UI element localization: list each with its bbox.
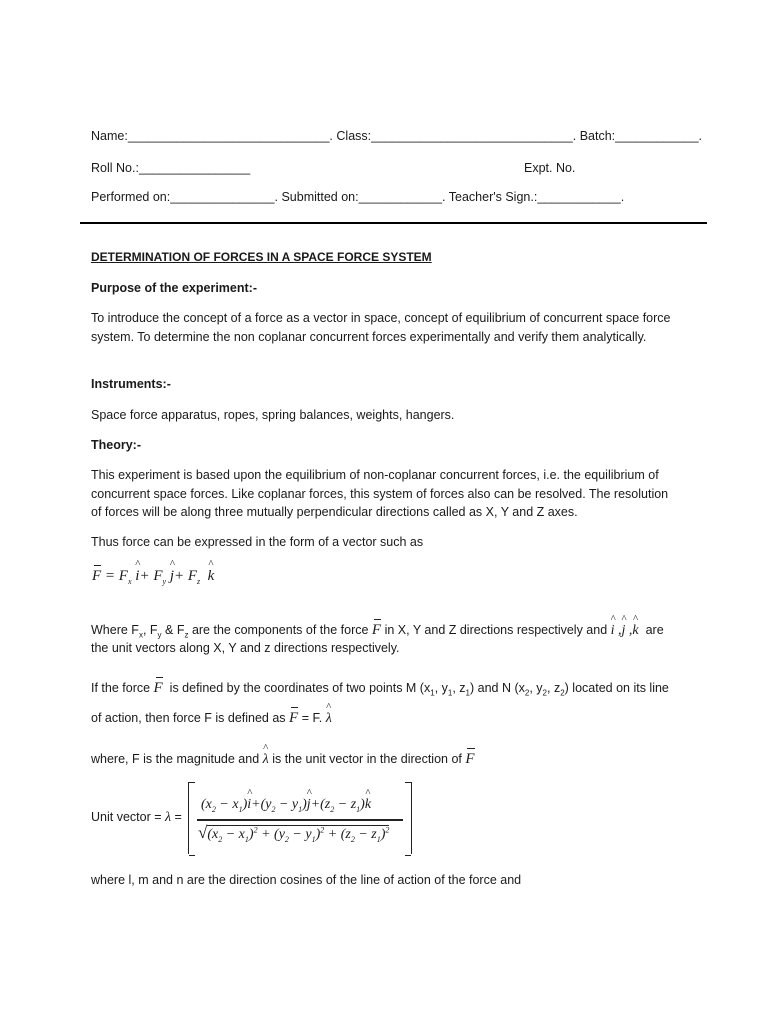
teacher-sign-label: Teacher's Sign.: xyxy=(448,190,538,204)
roll-field: Roll No.:________________ xyxy=(91,161,251,175)
components-line2: the unit vectors along X, Y and z directions respectively. xyxy=(91,641,400,655)
batch-label: Batch: xyxy=(579,129,616,143)
components-line: Where $F_x$, $F_y$ & $F_z$ are the components of the force F in X, Y and Z directions respectively and ^ i , ^ j , ^ k are xyxy=(91,613,664,640)
purpose-text: To introduce the concept of a force as a vector in space, concept of equilibrium of concurrent space force system. To determine the non coplanar concurrent forces experimentally and verify them analytically. xyxy=(91,311,671,344)
unit-vector-numerator: $(x_2 - x_1)$ ^ $i+(y_2 - y_1)$ ^ $j+(z_2 - z_1)$ ^ k xyxy=(201,787,372,814)
fraction-line xyxy=(197,819,403,821)
submitted-label: Submitted on: xyxy=(281,190,359,204)
name-field: Name:_____________________________. Class:_____________________________. Batch:____________. xyxy=(91,129,703,143)
direction-cosines-line: where l, m and n are the direction cosines of the line of action of the force and xyxy=(91,873,522,887)
expt-label: Expt. No. xyxy=(524,161,576,175)
theory-heading: Theory:- xyxy=(91,438,141,452)
unit-vector-label: Unit vector = λ = xyxy=(91,810,182,825)
roll-label: Roll No.: xyxy=(91,161,139,175)
theory-text: This experiment is based upon the equilibrium of non-coplanar concurrent forces, i.e. the equilibrium of concurrent space forces. Like coplanar forces, this system of forces also can be resolved. The resolution of forces will be along three mutually perpendicular directions called as X, Y and Z axes. xyxy=(91,468,669,519)
purpose-heading: Purpose of the experiment:- xyxy=(91,281,257,295)
vector-equation: $F = F_x$ ^ $i+ F_y$ ^ $j+ F_z$ ^ k xyxy=(92,558,215,586)
unit-vector-denominator: $√(x_2 - x_1)^2 + (y_2 - y_1)^2 + (z_2 - z_1)^2$ xyxy=(198,823,390,844)
submission-field: Performed on:_______________. Submitted on:____________. Teacher's Sign.:____________. xyxy=(91,190,625,204)
instruments-text: Space force apparatus, ropes, spring balances, weights, hangers. xyxy=(91,408,455,422)
coordinates-line: If the force F is defined by the coordinates of two points M ($x_1$, $y_1$, $z_1$) and N ($x_2$, $y_2$, $z_2$) located on its line xyxy=(91,680,669,698)
action-line: of action, then force F is defined as F = F. ^ λ xyxy=(91,701,332,726)
where-line: where, F is the magnitude and ^ λ is the unit vector in the direction of F xyxy=(91,742,475,767)
performed-label: Performed on: xyxy=(91,190,171,204)
name-label: Name: xyxy=(91,129,128,143)
vector-intro: Thus force can be expressed in the form of a vector such as xyxy=(91,535,424,549)
header-divider xyxy=(80,222,707,224)
class-label: Class: xyxy=(336,129,372,143)
instruments-heading: Instruments:- xyxy=(91,377,171,391)
document-title: DETERMINATION OF FORCES IN A SPACE FORCE SYSTEM xyxy=(91,250,432,264)
